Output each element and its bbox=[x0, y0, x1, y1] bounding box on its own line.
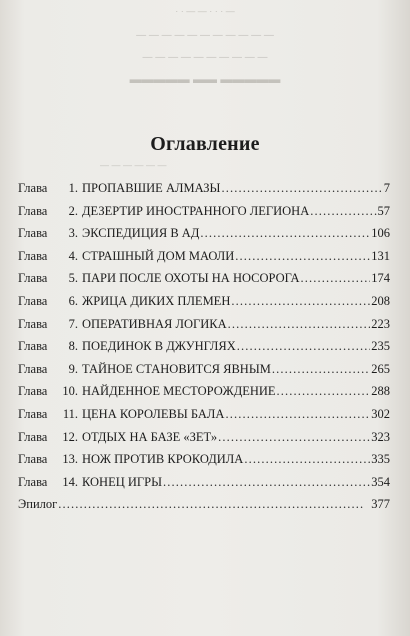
dot-leader bbox=[244, 452, 370, 467]
page-number: 7 bbox=[383, 181, 390, 195]
page-number: 174 bbox=[371, 271, 390, 286]
page-number: 335 bbox=[371, 452, 390, 467]
chapter-title: ОПЕРАТИВНАЯ ЛОГИКА bbox=[82, 316, 227, 331]
page-number: 354 bbox=[371, 474, 390, 489]
chapter-label: Глава bbox=[18, 293, 48, 308]
dot-leader bbox=[231, 294, 370, 309]
toc-entry-epilog bbox=[18, 497, 390, 520]
dot-leader bbox=[277, 384, 371, 399]
chapter-number: 1. bbox=[68, 181, 78, 195]
toc-entry bbox=[18, 249, 390, 272]
dot-leader bbox=[221, 181, 382, 196]
show-through-text: — · · · — — · · bbox=[175, 6, 235, 16]
show-through-text: — — — — — — — — — — — bbox=[136, 30, 274, 41]
chapter-label: Глава bbox=[18, 452, 48, 467]
chapter-title: ЭКСПЕДИЦИЯ В АД bbox=[82, 226, 200, 241]
page-number: 57 bbox=[377, 203, 390, 218]
dot-leader bbox=[163, 475, 370, 490]
chapter-label: Глава bbox=[18, 339, 48, 354]
toc-entry bbox=[18, 339, 390, 362]
chapter-label: Глава bbox=[18, 203, 48, 218]
chapter-label: Глава bbox=[18, 181, 48, 195]
chapter-number: 14. bbox=[62, 474, 78, 489]
dot-leader bbox=[272, 362, 370, 377]
chapter-title: СТРАШНЫЙ ДОМ МАОЛИ bbox=[82, 248, 235, 263]
page-number: 131 bbox=[371, 248, 390, 263]
page-number: 235 bbox=[371, 339, 390, 354]
dot-leader bbox=[200, 226, 370, 241]
chapter-title: ПРОПАВШИЕ АЛМАЗЫ bbox=[82, 181, 221, 195]
toc-entry bbox=[18, 271, 390, 294]
dot-leader bbox=[310, 204, 376, 219]
dot-leader bbox=[58, 497, 370, 512]
chapter-number: 6. bbox=[68, 293, 78, 308]
page-title: Оглавление bbox=[150, 133, 260, 156]
chapter-title: ПАРИ ПОСЛЕ ОХОТЫ НА НОСОРОГА bbox=[82, 271, 300, 286]
toc-entry bbox=[18, 204, 390, 227]
chapter-number: 10. bbox=[62, 384, 78, 399]
chapter-label: Глава bbox=[18, 271, 48, 286]
toc-entry bbox=[18, 407, 390, 430]
chapter-number: 5. bbox=[68, 271, 78, 286]
table-of-contents bbox=[18, 181, 390, 520]
chapter-title: ПОЕДИНОК В ДЖУНГЛЯХ bbox=[82, 339, 236, 354]
dot-leader bbox=[228, 317, 371, 332]
page-number: 223 bbox=[371, 316, 390, 331]
chapter-title: ЖРИЦА ДИКИХ ПЛЕМЕН bbox=[82, 293, 231, 308]
chapter-title: НОЖ ПРОТИВ КРОКОДИЛА bbox=[82, 452, 244, 467]
page-number: 377 bbox=[371, 497, 390, 512]
chapter-number: 2. bbox=[68, 203, 78, 218]
chapter-number: 13. bbox=[62, 452, 78, 467]
page-number: 288 bbox=[371, 384, 390, 399]
show-through-text: — — — — — — — — — — bbox=[142, 52, 268, 63]
toc-entry bbox=[18, 294, 390, 317]
chapter-label: Глава bbox=[18, 474, 48, 489]
toc-entry bbox=[18, 452, 390, 475]
toc-entry bbox=[18, 475, 390, 498]
dot-leader bbox=[225, 407, 370, 422]
page-number: 106 bbox=[371, 226, 390, 241]
chapter-label: Глава bbox=[18, 248, 48, 263]
chapter-number: 4. bbox=[68, 248, 78, 263]
dot-leader bbox=[237, 339, 370, 354]
chapter-number: 8. bbox=[68, 339, 78, 354]
chapter-title: ДЕЗЕРТИР ИНОСТРАННОГО ЛЕГИОНА bbox=[82, 203, 310, 218]
chapter-number: 3. bbox=[68, 226, 78, 241]
page-number: 208 bbox=[371, 293, 390, 308]
chapter-number: 9. bbox=[68, 361, 78, 376]
chapter-label: Глава bbox=[18, 361, 48, 376]
toc-entry bbox=[18, 181, 390, 204]
chapter-number: 7. bbox=[68, 316, 78, 331]
epilog-title: Эпилог bbox=[18, 497, 58, 512]
chapter-label: Глава bbox=[18, 384, 48, 399]
page-number: 265 bbox=[371, 361, 390, 376]
chapter-title: ТАЙНОЕ СТАНОВИТСЯ ЯВНЫМ bbox=[82, 361, 271, 376]
show-through-text: ▬▬▬▬▬ ▬▬ ▬▬▬▬▬ bbox=[129, 72, 281, 86]
chapter-label: Глава bbox=[18, 226, 48, 241]
show-through-text: — — — — — — bbox=[100, 160, 167, 170]
chapter-title: ЦЕНА КОРОЛЕВЫ БАЛА bbox=[82, 406, 225, 421]
dot-leader bbox=[218, 430, 370, 445]
page-number: 302 bbox=[371, 406, 390, 421]
chapter-label: Глава bbox=[18, 429, 48, 444]
dot-leader bbox=[301, 271, 371, 286]
page-number: 323 bbox=[371, 429, 390, 444]
dot-leader bbox=[235, 249, 370, 264]
chapter-title: НАЙДЕННОЕ МЕСТОРОЖДЕНИЕ bbox=[82, 384, 276, 399]
chapter-label: Глава bbox=[18, 316, 48, 331]
toc-entry bbox=[18, 362, 390, 385]
toc-entry bbox=[18, 226, 390, 249]
chapter-number: 11. bbox=[62, 406, 78, 421]
toc-entry bbox=[18, 317, 390, 340]
chapter-number: 12. bbox=[62, 429, 78, 444]
toc-entry bbox=[18, 384, 390, 407]
toc-entry bbox=[18, 430, 390, 453]
chapter-label: Глава bbox=[18, 406, 48, 421]
chapter-title: КОНЕЦ ИГРЫ bbox=[82, 474, 162, 489]
chapter-title: ОТДЫХ НА БАЗЕ «ЗЕТ» bbox=[82, 429, 218, 444]
